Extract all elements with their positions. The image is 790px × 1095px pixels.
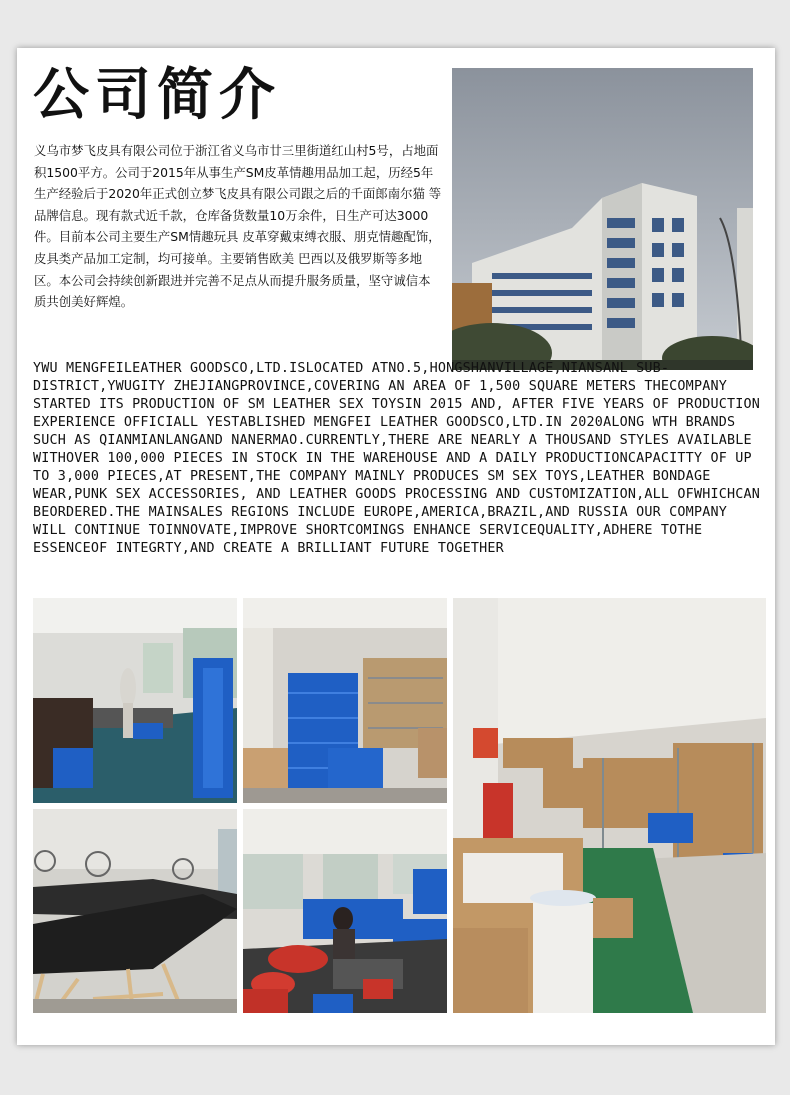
stock-warehouse-photo bbox=[453, 598, 766, 1013]
workers-assembly-photo bbox=[243, 809, 447, 1013]
sewing-workshop-photo bbox=[33, 598, 237, 803]
warehouse-shelves-photo bbox=[243, 598, 447, 803]
cutting-table-photo bbox=[33, 809, 237, 1013]
company-building-photo bbox=[452, 68, 753, 370]
intro-english: YWU MENGFEILEATHER GOODSCO,LTD.ISLOCATED ATNO.5,HONGSHANVILLAGE,NIANSANL SUB-DISTRICT,YWUGITY ZHEJIANGPROVINCE,COVERING AN AREA OF 1,500 SQUARE METERS THECOMPANY STARTED ITS PRODUCTION OF SM LEATHER SEX TOYSIN 2015 AND, AFTER FIVE YEARS OF PRODUCTION EXPERIENCE OFFICIALL YESTABLISHED MENGFEI LEATHER GOODSCO,LTD.IN 2020ALONG WTH BRANDS SUCH AS QIANMIANLANGAND NANERMAO.CURRENTLY,THERE ARE NEARLY A THOUSAND STYLES AVAILABLE WITHOVER 100,000 PIECES IN STOCK IN THE WAREHOUSE AND A DAILY PRODUCTIONCAPACITTY OF UP TO 3,000 PIECES,AT PRESENT,THE COMPANY MAINLY PRODUCES SM SEX TOYS,LEATHER BONDAGE WEAR,PUNK SEX ACCESSORIES, AND LEATHER GOODS PROCESSING AND CUSTOMIZATION,ALL OFWHICHCAN BEORDERED.THE MAINSALES REGIONS INCLUDE EUROPE,AMERICA,BRAZIL,AND RUSSIA OUR COMPANY WILL CONTINUE TOINNOVATE,IMPROVE SHORTCOMINGS ENHANCE SERVICEQUALITY,ADHERE TOTHE ESSENCEOF INTEGRTY,AND CREATE A BRILLIANT FUTURE TOGETHER bbox=[33, 361, 761, 556]
intro-chinese: 义乌市梦飞皮具有限公司位于浙江省义乌市廿三里街道红山村5号，占地面积1500平方。公司于2015年从事生产SM皮革情趣用品加工起，历经5年生产经验后于2020年正式创立梦飞皮具有限公司跟之后的千面郎南尔猫 等品牌信息。现有款式近千款，仓库备货数量10万余件，日生产可达3000件。目前本公司主要生产SM情趣玩具 皮革穿戴束缚衣服、朋克情趣配饰，皮具类产品加工定制，均可接单。主要销售欧美 巴西以及俄罗斯等多地区。本公司会持续创新跟进并完善不足点从而提升服务质量，坚守诚信本质共创美好辉煌。 bbox=[34, 143, 442, 310]
page-title: 公司简介 bbox=[33, 63, 281, 128]
